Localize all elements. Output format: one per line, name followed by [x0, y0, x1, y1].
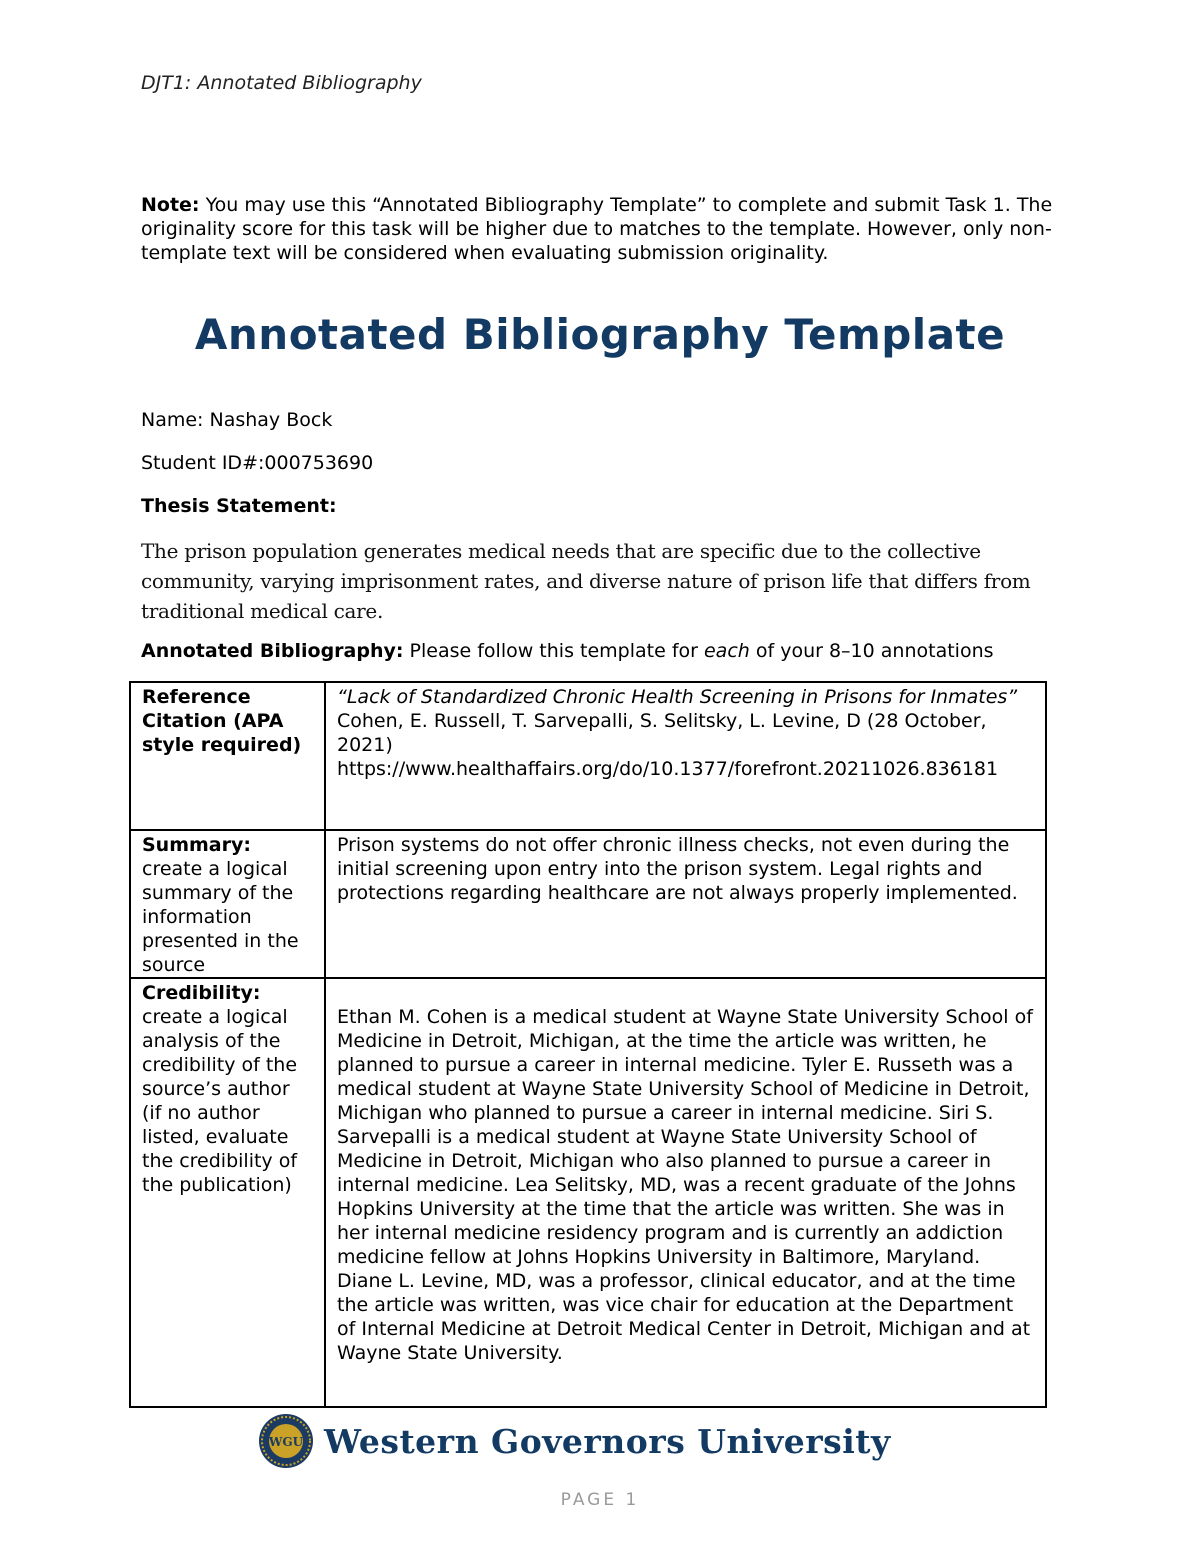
- template-note: [141, 193, 1071, 265]
- reference-label-cell: [130, 682, 325, 830]
- summary-text: Prison systems do not offer chronic illness checks, not even during the initial screening upon entry into the prison system. Legal rights and protections regarding healthcare are not always properly implemented.: [337, 834, 1018, 904]
- credibility-content-cell: [325, 978, 1046, 1407]
- summary-label-cell: [130, 830, 325, 978]
- credibility-hint: create a logical analysis of the credibility of the source’s author (if no author listed, evaluate the credibility of the publication): [142, 1006, 298, 1196]
- annotation-table: [129, 681, 1047, 1408]
- ab-intro-text-before: Please follow this template for: [403, 640, 704, 662]
- student-name: Name: Nashay Bock: [141, 409, 333, 431]
- reference-label: Reference Citation (APA style required): [142, 686, 302, 756]
- table-row-credibility: [130, 978, 1046, 1407]
- page-title: Annotated Bibliography Template: [194, 310, 1006, 359]
- reference-authors: Cohen, E. Russell, T. Sarvepalli, S. Selitsky, L. Levine, D (28 October, 2021): [337, 710, 987, 756]
- seal-letters: WGU: [268, 1435, 304, 1449]
- summary-content-cell: [325, 830, 1046, 978]
- ab-intro-emphasis: each: [703, 640, 750, 662]
- table-row-reference: [130, 682, 1046, 830]
- summary-label: Summary:: [142, 834, 251, 856]
- thesis-label: Thesis Statement:: [141, 495, 337, 517]
- university-seal-icon: [258, 1413, 314, 1469]
- wgu-logo: [258, 1412, 908, 1470]
- table-row-summary: [130, 830, 1046, 978]
- ab-intro-label: Annotated Bibliography:: [141, 640, 404, 662]
- summary-hint: create a logical summary of the information presented in the source: [142, 858, 299, 976]
- university-wordmark: Western Governors University: [324, 1421, 891, 1461]
- note-label: Note:: [141, 194, 200, 216]
- credibility-text: Ethan M. Cohen is a medical student at Wayne State University School of Medicine in Detroit, Michigan, at the time the article was written, he planned to pursue a career in internal medicine. Tyler E. Russeth was a medical student at Wayne State University School of Medicine in Detroit, Michigan who planned to pursue a career in internal medicine. Siri S. Sarvepalli is a medical student at Wayne State University School of Medicine in Detroit, Michigan who also planned to pursue a career in internal medicine. Lea Selitsky, MD, was a recent graduate of the Johns Hopkins University at the time that the article was written. She was in her internal medicine residency program and is currently an addiction medicine fellow at Johns Hopkins University in Baltimore, Maryland. Diane L. Levine, MD, was a professor, clinical educator, and at the time the article was written, was vice chair for education at the Department of Internal Medicine at Detroit Medical Center in Detroit, Michigan and at Wayne State University.: [337, 1006, 1033, 1364]
- reference-content-cell: [325, 682, 1046, 830]
- student-id: Student ID#:000753690: [141, 452, 374, 474]
- running-header: DJT1: Annotated Bibliography: [141, 72, 422, 94]
- reference-url: https://www.healthaffairs.org/do/10.1377/forefront.20211026.836181: [337, 758, 999, 780]
- page-number: PAGE 1: [560, 1490, 640, 1510]
- ab-intro-text-after: of your 8–10 annotations: [749, 640, 994, 662]
- credibility-label-cell: [130, 978, 325, 1407]
- thesis-statement: The prison population generates medical needs that are specific due to the collective community, varying imprisonment rates, and diverse nature of prison life that differs from traditional medical care.: [141, 539, 1031, 623]
- annotated-bibliography-intro: [141, 640, 994, 662]
- note-text: You may use this “Annotated Bibliography Template” to complete and submit Task 1. The originality score for this task will be higher due to matches to the template. However, only non-template text will be considered when evaluating submission originality.: [141, 194, 1053, 264]
- reference-title: “Lack of Standardized Chronic Health Screening in Prisons for Inmates”: [337, 686, 1018, 708]
- credibility-label: Credibility:: [142, 982, 261, 1004]
